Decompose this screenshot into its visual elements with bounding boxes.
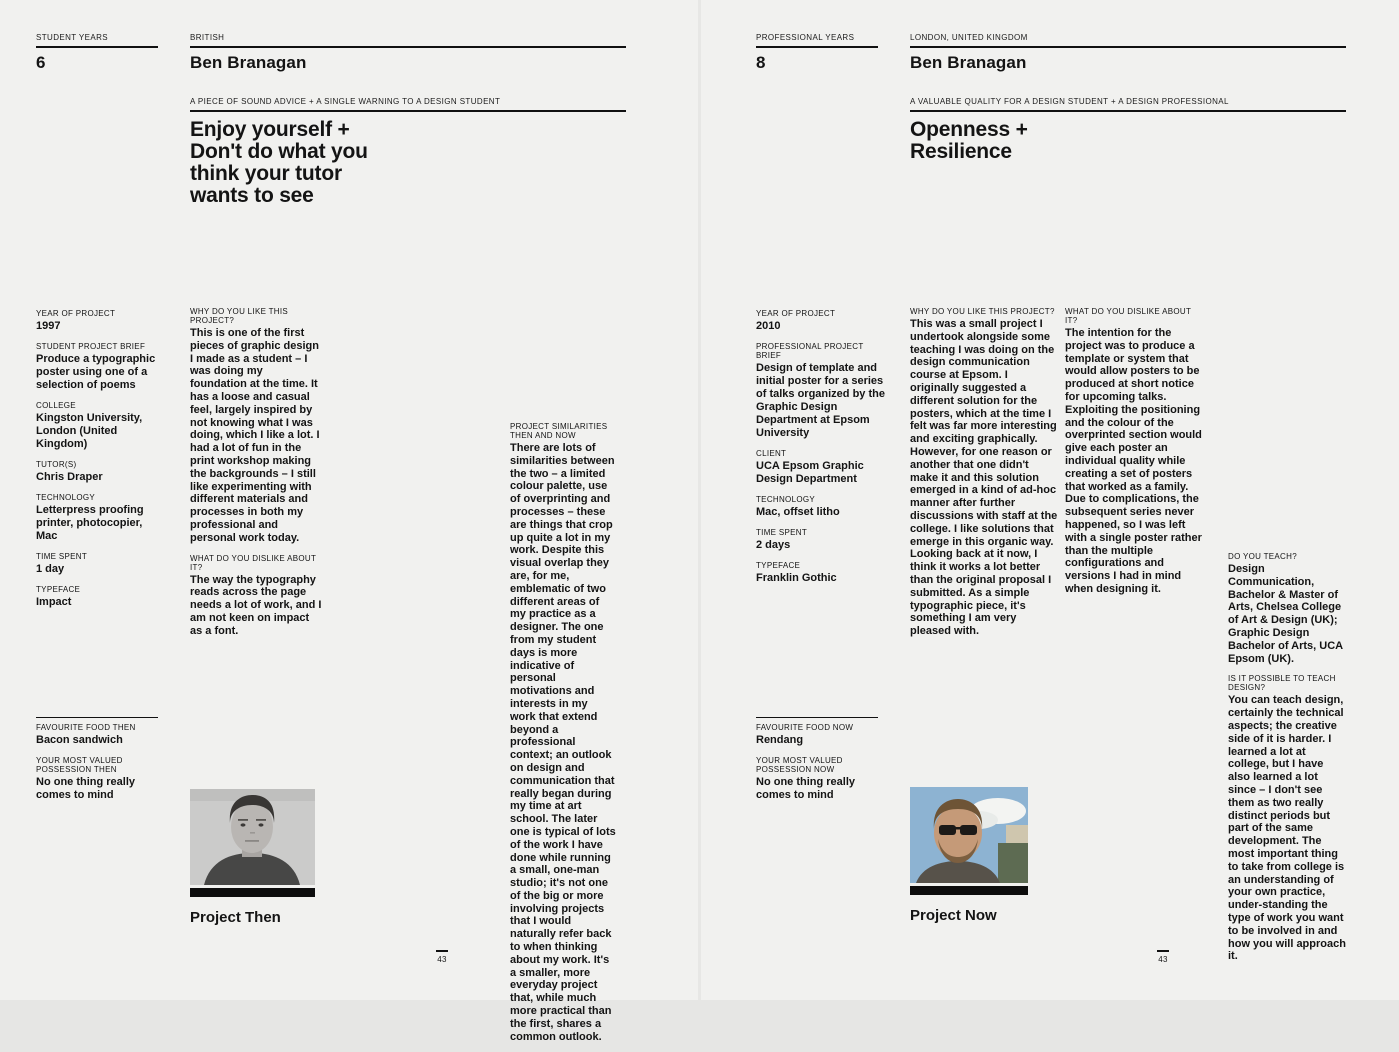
meta-label: YOUR MOST VALUED POSSESSION NOW [756, 756, 843, 774]
meta-field-time-spent [756, 528, 886, 552]
meta-label: TUTOR(S) [36, 460, 77, 469]
qa-label: WHAT DO YOU DISLIKE ABOUT IT? [1065, 307, 1192, 325]
left-advice-rule [190, 110, 626, 112]
meta-field-tutors [36, 460, 162, 484]
photo-bar [910, 886, 1028, 895]
left-years-rule [36, 46, 158, 48]
qa-text: There are lots of similarities between the two – a limited colour palette, use of overprinting and processes – these are things that crop up quite a lot in my work. Despite this visual overlap they are, for me, emblematic of two different areas of my practice as a designer. The one from my student days is more indicative of personal motivations and interests in my work that extend beyond a professional context; an outlook on design and communication that really began during my time at art school. The later one is typical of lots of the work I have done while running a small, one-man studio; it's not one of the big or more involving projects that I would naturally refer back to when thinking about my work. It's a smaller, more everyday project that, while much more practical than the first, shares a common outlook. [510, 442, 616, 1043]
qa-teach-design [1228, 674, 1346, 963]
meta-label: TIME SPENT [756, 528, 808, 537]
food-rule [756, 717, 878, 718]
right-years-rule [756, 46, 878, 48]
meta-value: Mac, offset litho [756, 506, 840, 518]
qa-label: IS IT POSSIBLE TO TEACH DESIGN? [1228, 674, 1336, 693]
right-personal-block [756, 717, 878, 811]
meta-label: TYPEFACE [756, 561, 801, 570]
right-photo-block [910, 787, 1028, 924]
meta-value: No one thing really comes to mind [36, 776, 136, 801]
valued-possession-then [36, 756, 158, 802]
right-years-value: 8 [756, 53, 766, 72]
qa-label: WHY DO YOU LIKE THIS PROJECT? [190, 307, 289, 325]
qa-dislike [1065, 307, 1203, 596]
right-name-block [910, 33, 1346, 73]
meta-field-typeface [36, 585, 162, 609]
right-years-block [756, 33, 878, 73]
left-nationality-label: BRITISH [190, 33, 225, 42]
qa-text: The intention for the project was to produce a template or system that would allow posters to be produced at short notice for upcoming talks. Exploiting the positioning and the colour of the overprinted section would give each poster an individual quality while creating a set of posters that worked as a family. Due to complications, the subsequent series never happened, so I was left with a single poster rather than the multiple configurations and versions I had in mind when designing it. [1065, 327, 1202, 595]
meta-label: TECHNOLOGY [756, 495, 816, 504]
left-photo-block [190, 789, 315, 926]
meta-label: TIME SPENT [36, 552, 88, 561]
meta-value: 2010 [756, 320, 781, 332]
left-similarities-column [510, 422, 616, 1052]
photo-bar [190, 888, 315, 897]
meta-value: 2 days [756, 539, 791, 551]
meta-value: Kingston University, London (United Kingdom) [36, 412, 143, 450]
page-number-rule [1157, 950, 1169, 952]
meta-label: YEAR OF PROJECT [756, 309, 836, 318]
meta-field-college [36, 401, 162, 451]
meta-value: Bacon sandwich [36, 734, 123, 746]
left-advice-block [190, 97, 626, 207]
page-number-text: 43 [1158, 955, 1168, 964]
right-headline: Openness + Resilience [910, 118, 1028, 163]
meta-value: 1997 [36, 320, 61, 332]
meta-field-year [36, 309, 162, 333]
right-years-label: PROFESSIONAL YEARS [756, 33, 855, 42]
page-number-rule [436, 950, 448, 952]
right-teaching-column [1228, 552, 1346, 972]
project-then-photo [190, 789, 315, 885]
meta-value: Chris Draper [36, 471, 103, 483]
right-name-rule [910, 46, 1346, 48]
left-meta-column [36, 309, 162, 618]
qa-why-like [910, 307, 1058, 638]
favourite-food-now [756, 723, 878, 747]
qa-do-you-teach [1228, 552, 1346, 665]
qa-dislike [190, 554, 322, 638]
project-now-photo [910, 787, 1028, 883]
left-personal-block [36, 717, 158, 811]
left-years-value: 6 [36, 53, 46, 72]
left-advice-label: A PIECE OF SOUND ADVICE + A SINGLE WARNING TO A DESIGN STUDENT [190, 97, 501, 106]
left-qa-column [190, 307, 322, 647]
meta-value: Impact [36, 596, 72, 608]
left-years-block [36, 33, 158, 73]
qa-label: WHAT DO YOU DISLIKE ABOUT IT? [190, 553, 317, 572]
portrait-now-illustration [910, 787, 1028, 883]
left-headline: Enjoy yourself + Don't do what you think your tutor wants to see [190, 118, 368, 207]
meta-label: FAVOURITE FOOD THEN [36, 723, 136, 732]
qa-label: PROJECT SIMILARITIES THEN AND NOW [510, 422, 608, 440]
right-location-label: LONDON, UNITED KINGDOM [910, 33, 1028, 42]
project-then-caption: Project Then [190, 909, 281, 926]
meta-field-technology [36, 493, 162, 543]
meta-value: 1 day [36, 563, 65, 575]
meta-value: Produce a typographic poster using one of a selection of poems [36, 353, 156, 391]
meta-value: UCA Epsom Graphic Design Department [756, 460, 864, 485]
left-name-block [190, 33, 626, 73]
meta-field-year [756, 309, 886, 333]
meta-label: YEAR OF PROJECT [36, 309, 116, 318]
meta-value: No one thing really comes to mind [756, 776, 856, 801]
qa-label: DO YOU TEACH? [1228, 552, 1297, 561]
left-page-number [422, 950, 462, 964]
qa-text: This was a small project I undertook alongside some teaching I was doing on the design communication course at Epsom. I originally suggested a different solution for the posters, which at the time I felt was far more interesting and exciting graphically. However, for one reason or another that one didn't make it and this solution emerged in a kind of ad-hoc manner after further discussions with staff at the college. I like solutions that emerge in this organic way. Looking back at it now, I think it works a lot better than the original proposal I submitted. As a simple typographic piece, it's something I am very pleased with. [910, 318, 1058, 638]
meta-field-time-spent [36, 552, 162, 576]
portrait-then-illustration [190, 789, 315, 885]
meta-label: STUDENT PROJECT BRIEF [36, 342, 146, 351]
right-designer-name: Ben Branagan [910, 53, 1027, 72]
meta-field-technology [756, 495, 886, 519]
qa-text: Design Communication, Bachelor & Master of Arts, Chelsea College of Art & Design (UK); Graphic Design Bachelor of Arts, UCA Epsom (UK). [1228, 563, 1343, 665]
right-advice-block [910, 97, 1346, 163]
right-qa-dislike-column [1065, 307, 1203, 605]
page-gutter [698, 0, 701, 1000]
meta-field-brief [36, 342, 162, 392]
right-advice-label: A VALUABLE QUALITY FOR A DESIGN STUDENT + A DESIGN PROFESSIONAL [910, 97, 1229, 106]
page-number-text: 43 [437, 955, 447, 964]
left-name-rule [190, 46, 626, 48]
meta-value: Rendang [756, 734, 804, 746]
valued-possession-now [756, 756, 878, 802]
meta-field-brief [756, 342, 886, 440]
meta-label: TECHNOLOGY [36, 493, 96, 502]
qa-label: WHY DO YOU LIKE THIS PROJECT? [910, 307, 1055, 316]
meta-label: YOUR MOST VALUED POSSESSION THEN [36, 756, 123, 774]
right-advice-rule [910, 110, 1346, 112]
right-qa-like-column [910, 307, 1058, 647]
qa-similarities [510, 422, 616, 1043]
project-now-caption: Project Now [910, 907, 997, 924]
favourite-food-then [36, 723, 158, 747]
meta-value: Design of template and initial poster for a series of talks organized by the Graphic Design Department at Epsom University [756, 362, 885, 439]
qa-text: This is one of the first pieces of graphic design I made as a student – I was doing my foundation at the time. It has a loose and casual feel, largely inspired by not knowing what I was doing, which I like a lot. I had a lot of fun in the print workshop making the backgrounds – I still like experimenting with different materials and processes in both my professional and personal work today. [190, 327, 320, 544]
left-designer-name: Ben Branagan [190, 53, 307, 72]
right-meta-column [756, 309, 886, 594]
meta-field-client [756, 449, 886, 486]
meta-label: COLLEGE [36, 401, 76, 410]
food-rule [36, 717, 158, 718]
qa-text: You can teach design, certainly the technical aspects; the creative side of it is harder. I learned a lot at college, but I have also learned a lot since – I don't see them as two really distinct periods but part of the same development. The most important thing to take from college is an understanding of your own practice, under-standing the type of work you want to be involved in and how you will approach it. [1228, 694, 1346, 963]
qa-why-like [190, 307, 322, 545]
meta-label: FAVOURITE FOOD NOW [756, 723, 854, 732]
meta-value: Franklin Gothic [756, 572, 837, 584]
meta-label: PROFESSIONAL PROJECT BRIEF [756, 342, 864, 360]
left-years-label: STUDENT YEARS [36, 33, 109, 42]
meta-value: Letterpress proofing printer, photocopier, Mac [36, 504, 144, 542]
meta-label: CLIENT [756, 449, 787, 458]
qa-text: The way the typography reads across the page needs a lot of work, and I am not keen on impact as a font. [190, 573, 322, 637]
meta-label: TYPEFACE [36, 585, 81, 594]
meta-field-typeface [756, 561, 886, 585]
right-page-number [1143, 950, 1183, 964]
